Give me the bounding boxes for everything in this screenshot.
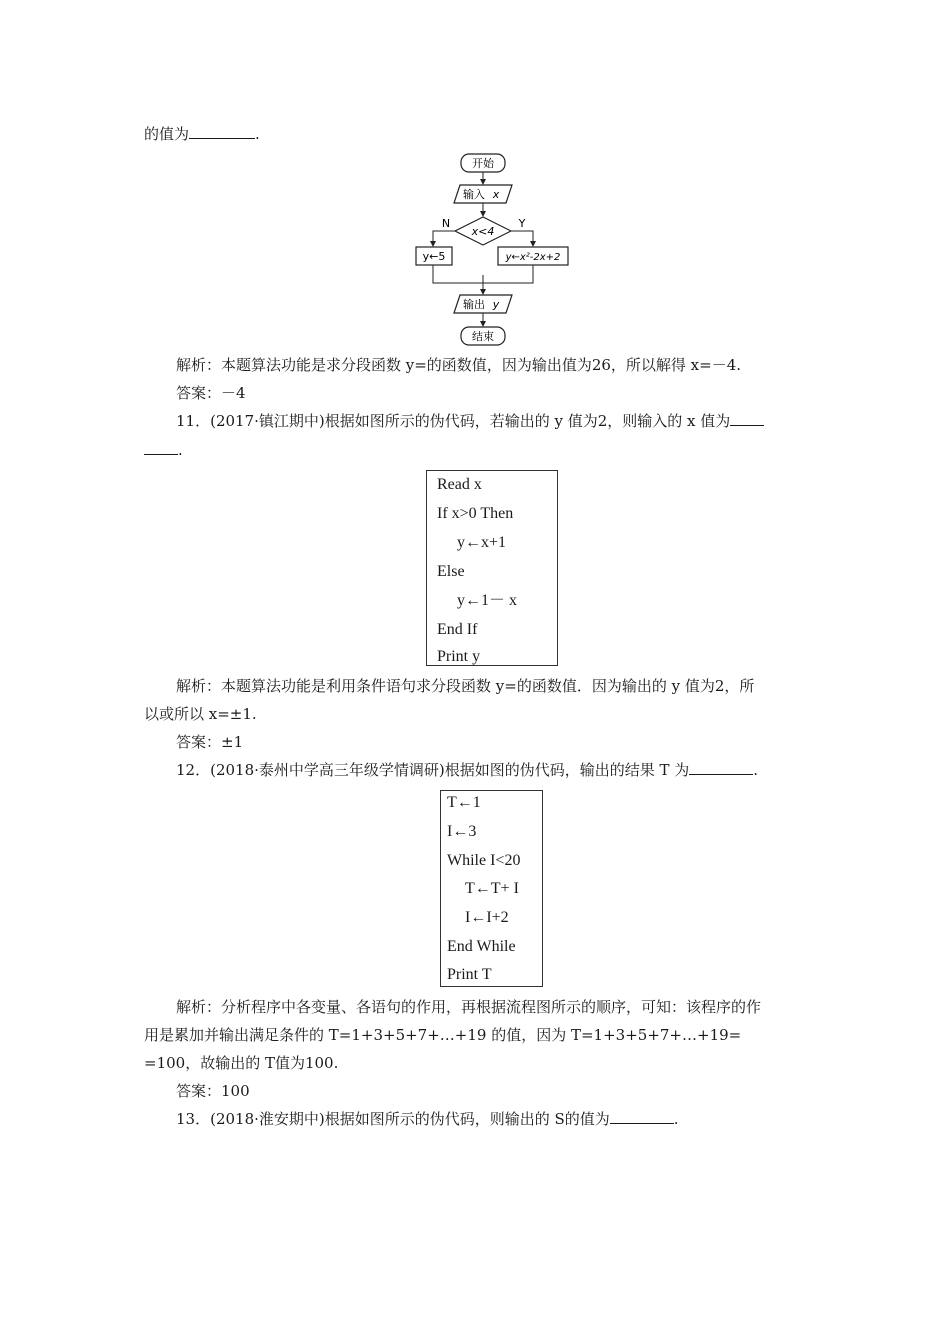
flow-no-branch: y←5 <box>422 250 446 263</box>
answer-blank <box>189 124 255 139</box>
code-line: I←3 <box>447 823 477 840</box>
flow-condition: x<4 <box>471 225 495 238</box>
flow-end-label: 结束 <box>472 330 494 343</box>
code-line: Print y <box>437 648 481 665</box>
q10-answer: 答案：－4 <box>176 384 246 402</box>
flow-input-label: 输入 <box>463 188 485 201</box>
q11-stem-cont: . <box>144 440 183 460</box>
q12-answer: 答案：100 <box>176 1082 250 1100</box>
code-line: End While <box>447 938 516 955</box>
code-line: While I<20 <box>447 852 521 869</box>
code-line: Print T <box>447 966 492 983</box>
q12-stem: 12．(2018·泰州中学高三年级学情调研)根据如图的伪代码，输出的结果 T 为 . <box>176 761 759 779</box>
code-line: y←1－ x <box>457 592 518 609</box>
q12-analysis-1: 解析：分析程序中各变量、各语句的作用，再根据流程图所示的顺序，可知：该程序的作 <box>176 998 762 1016</box>
flow-yes-branch: y←x²-2x+2 <box>505 252 561 263</box>
q12-analysis-2: 用是累加并输出满足条件的 T=1+3+5+7+…+19 的值，因为 T=1+3+5+7+…+19= <box>144 1026 742 1044</box>
q13-stem: 13．(2018·淮安期中)根据如图所示的伪代码，则输出的 S的值为 . <box>176 1110 679 1128</box>
answer-blank <box>730 411 764 426</box>
flow-output-label: 输出 <box>463 298 485 311</box>
flow-output-var: y <box>492 298 500 311</box>
answer-blank <box>144 440 178 455</box>
answer-blank <box>610 1109 674 1124</box>
flow-no-label: N <box>441 217 451 230</box>
q11-answer: 答案：±1 <box>176 733 244 751</box>
q12-code-box <box>440 790 543 987</box>
flowchart <box>400 150 580 348</box>
answer-blank <box>689 760 753 775</box>
q11-analysis-2: 以或所以 x=±1. <box>144 705 257 723</box>
code-line: I←I+2 <box>465 909 509 926</box>
flow-input-var: x <box>492 188 500 201</box>
q11-code-box <box>426 470 558 666</box>
code-line: T←1 <box>447 794 481 811</box>
flow-yes-label: Y <box>518 217 526 230</box>
q11-analysis-1: 解析：本题算法功能是利用条件语句求分段函数 y=的函数值．因为输出的 y 值为2，所 <box>176 677 755 695</box>
code-line: Else <box>437 563 465 580</box>
code-line: If x>0 Then <box>437 505 514 522</box>
q12-analysis-3: =100，故输出的 T值为100. <box>144 1054 339 1072</box>
code-line: Read x <box>437 476 482 493</box>
code-line: End If <box>437 621 478 638</box>
q11-stem: 11．(2017·镇江期中)根据如图所示的伪代码，若输出的 y 值为2，则输入的 x 值为 <box>176 411 764 431</box>
code-line: T←T+ I <box>465 880 519 897</box>
q10-stem-end: 的值为 . <box>144 125 260 143</box>
flow-start-label: 开始 <box>472 157 494 170</box>
code-line: y←x+1 <box>457 534 507 551</box>
q10-analysis: 解析：本题算法功能是求分段函数 y=的函数值，因为输出值为26，所以解得 x=－4. <box>176 356 742 374</box>
